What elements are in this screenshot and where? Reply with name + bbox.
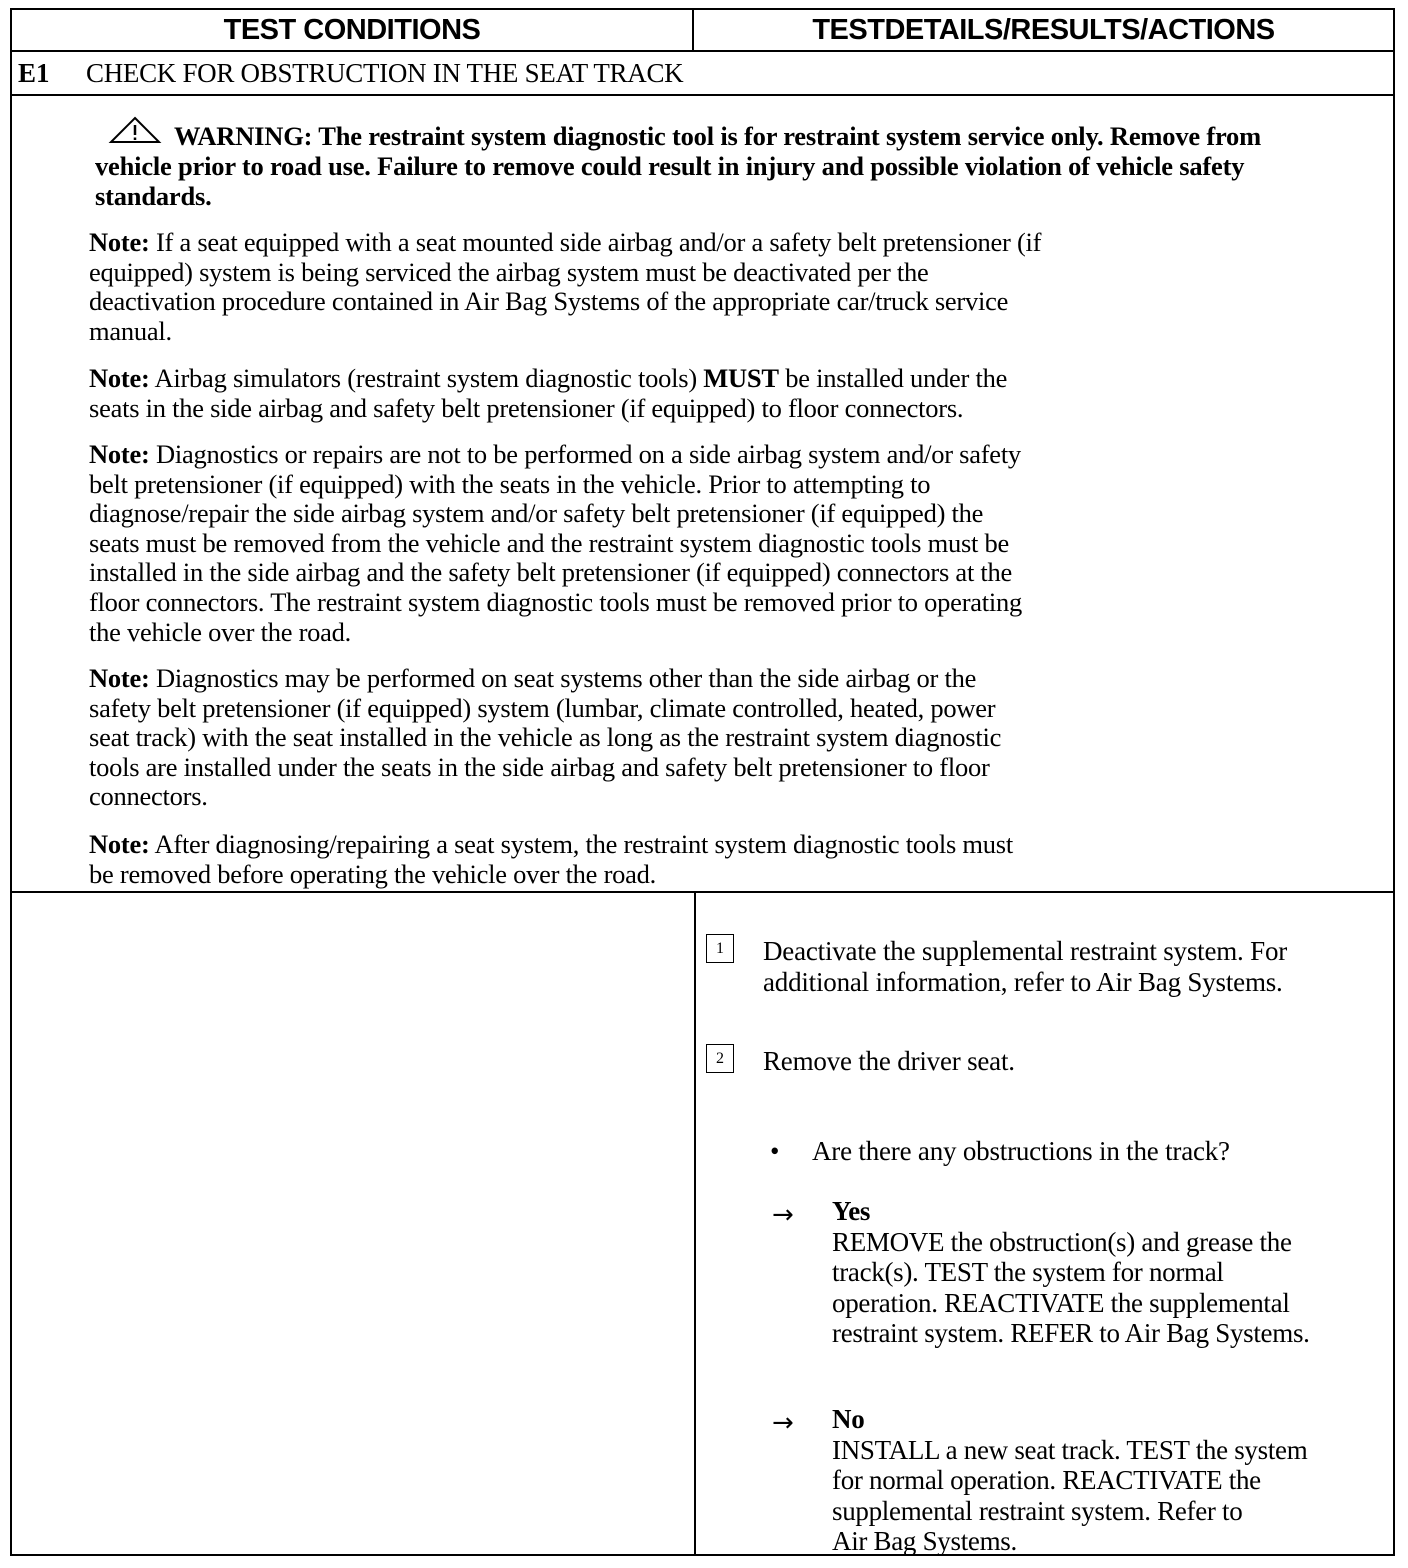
test-details-header: TESTDETAILS/RESULTS/ACTIONS — [694, 10, 1393, 52]
action-line: Remove the driver seat. — [763, 1046, 1015, 1076]
note-line: Airbag simulators (restraint system diagnostic tools) — [154, 363, 697, 393]
answer-label: No — [832, 1404, 865, 1434]
note-line: Diagnostics may be performed on seat systems other than the side airbag or the — [155, 663, 977, 693]
test-conditions-header: TEST CONDITIONS — [12, 10, 694, 52]
column-divider — [694, 893, 696, 1554]
answer-yes — [832, 1196, 1402, 1349]
step-title-row — [12, 52, 1393, 96]
note-line: seats in the side airbag and safety belt pretensioner (if equipped) to floor connectors. — [89, 392, 964, 423]
answer-line: for normal operation. REACTIVATE the — [832, 1465, 1261, 1495]
note-5 — [89, 830, 1199, 889]
note-line: the vehicle over the road. — [89, 616, 352, 647]
note-line: manual. — [89, 315, 172, 346]
note-line: Diagnostics or repairs are not to be performed on a side airbag system and/or safety — [155, 439, 1021, 469]
question-bullet: • — [770, 1136, 780, 1166]
note-line: installed in the side airbag and the safety belt pretensioner (if equipped) connectors at the — [89, 557, 1013, 588]
question-text: Are there any obstructions in the track? — [812, 1136, 1230, 1166]
warning-text: The restraint system diagnostic tool is for restraint system service only. Remove from vehicle prior to road use. Failure to remove could result in injury and possible violation of vehicle safety standards. — [95, 121, 1261, 211]
note-line: be removed before operating the vehicle over the road. — [89, 858, 657, 889]
answer-line: track(s). TEST the system for normal — [832, 1257, 1224, 1287]
note-4 — [89, 664, 1199, 812]
note-label: Note: — [89, 227, 150, 257]
step-number-box: 1 — [706, 934, 734, 963]
note-label: Note: — [89, 363, 150, 393]
note-line: belt pretensioner (if equipped) with the seats in the vehicle. Prior to attempting to — [89, 468, 931, 499]
note-line: equipped) system is being serviced the airbag system must be deactivated per the — [89, 256, 929, 287]
action-line: additional information, refer to Air Bag Systems. — [763, 966, 1283, 997]
step-id: E1 — [18, 57, 50, 88]
answer-label: Yes — [832, 1196, 871, 1226]
note-line: After diagnosing/repairing a seat system, the restraint system diagnostic tools must — [154, 829, 1013, 859]
note-line: connectors. — [89, 781, 208, 812]
note-line: seat track) with the seat installed in the vehicle as long as the restraint system diagnostic — [89, 722, 1002, 753]
note-1 — [89, 228, 1199, 346]
note-3 — [89, 440, 1199, 647]
note-label: Note: — [89, 829, 150, 859]
warning-triangle-icon — [108, 116, 162, 144]
arrow-right-icon: → — [772, 1408, 794, 1438]
warning-label: WARNING: — [174, 121, 313, 151]
action-1 — [763, 936, 1287, 997]
note-line: be installed under the — [785, 363, 1008, 393]
answer-line: REMOVE the obstruction(s) and grease the — [832, 1226, 1292, 1257]
note-label: Note: — [89, 663, 150, 693]
note-line: floor connectors. The restraint system diagnostic tools must be removed prior to operating — [89, 586, 1023, 617]
answer-line: restraint system. REFER to Air Bag Systems. — [832, 1318, 1310, 1348]
note-line: If a seat equipped with a seat mounted side airbag and/or a safety belt pretensioner (if — [155, 227, 1042, 257]
action-2 — [763, 1046, 1015, 1077]
note-line: tools are installed under the seats in the side airbag and safety belt pretensioner to floor — [89, 751, 990, 782]
answer-line: INSTALL a new seat track. TEST the system — [832, 1434, 1308, 1465]
answer-line: Air Bag Systems. — [832, 1526, 1017, 1556]
note-line: diagnose/repair the side airbag system and/or safety belt pretensioner (if equipped) the — [89, 498, 984, 529]
answer-no — [832, 1404, 1402, 1557]
note-line: seats must be removed from the vehicle and the restraint system diagnostic tools must be — [89, 527, 1010, 558]
warning-block — [95, 121, 1315, 211]
procedure-table — [10, 8, 1395, 1556]
action-line: Deactivate the supplemental restraint system. For — [763, 936, 1288, 966]
answer-line: operation. REACTIVATE the supplemental — [832, 1287, 1290, 1318]
step-title: CHECK FOR OBSTRUCTION IN THE SEAT TRACK — [86, 57, 684, 88]
notes-section — [12, 96, 1393, 893]
answer-line: supplemental restraint system. Refer to — [832, 1495, 1243, 1526]
arrow-right-icon: → — [772, 1200, 794, 1230]
note-2 — [89, 364, 1199, 423]
note-emphasis: MUST — [703, 363, 779, 393]
note-line: deactivation procedure contained in Air Bag Systems of the appropriate car/truck service — [89, 286, 1009, 317]
step-number-box: 2 — [706, 1044, 734, 1073]
note-line: safety belt pretensioner (if equipped) system (lumbar, climate controlled, heated, power — [89, 692, 996, 723]
note-label: Note: — [89, 439, 150, 469]
